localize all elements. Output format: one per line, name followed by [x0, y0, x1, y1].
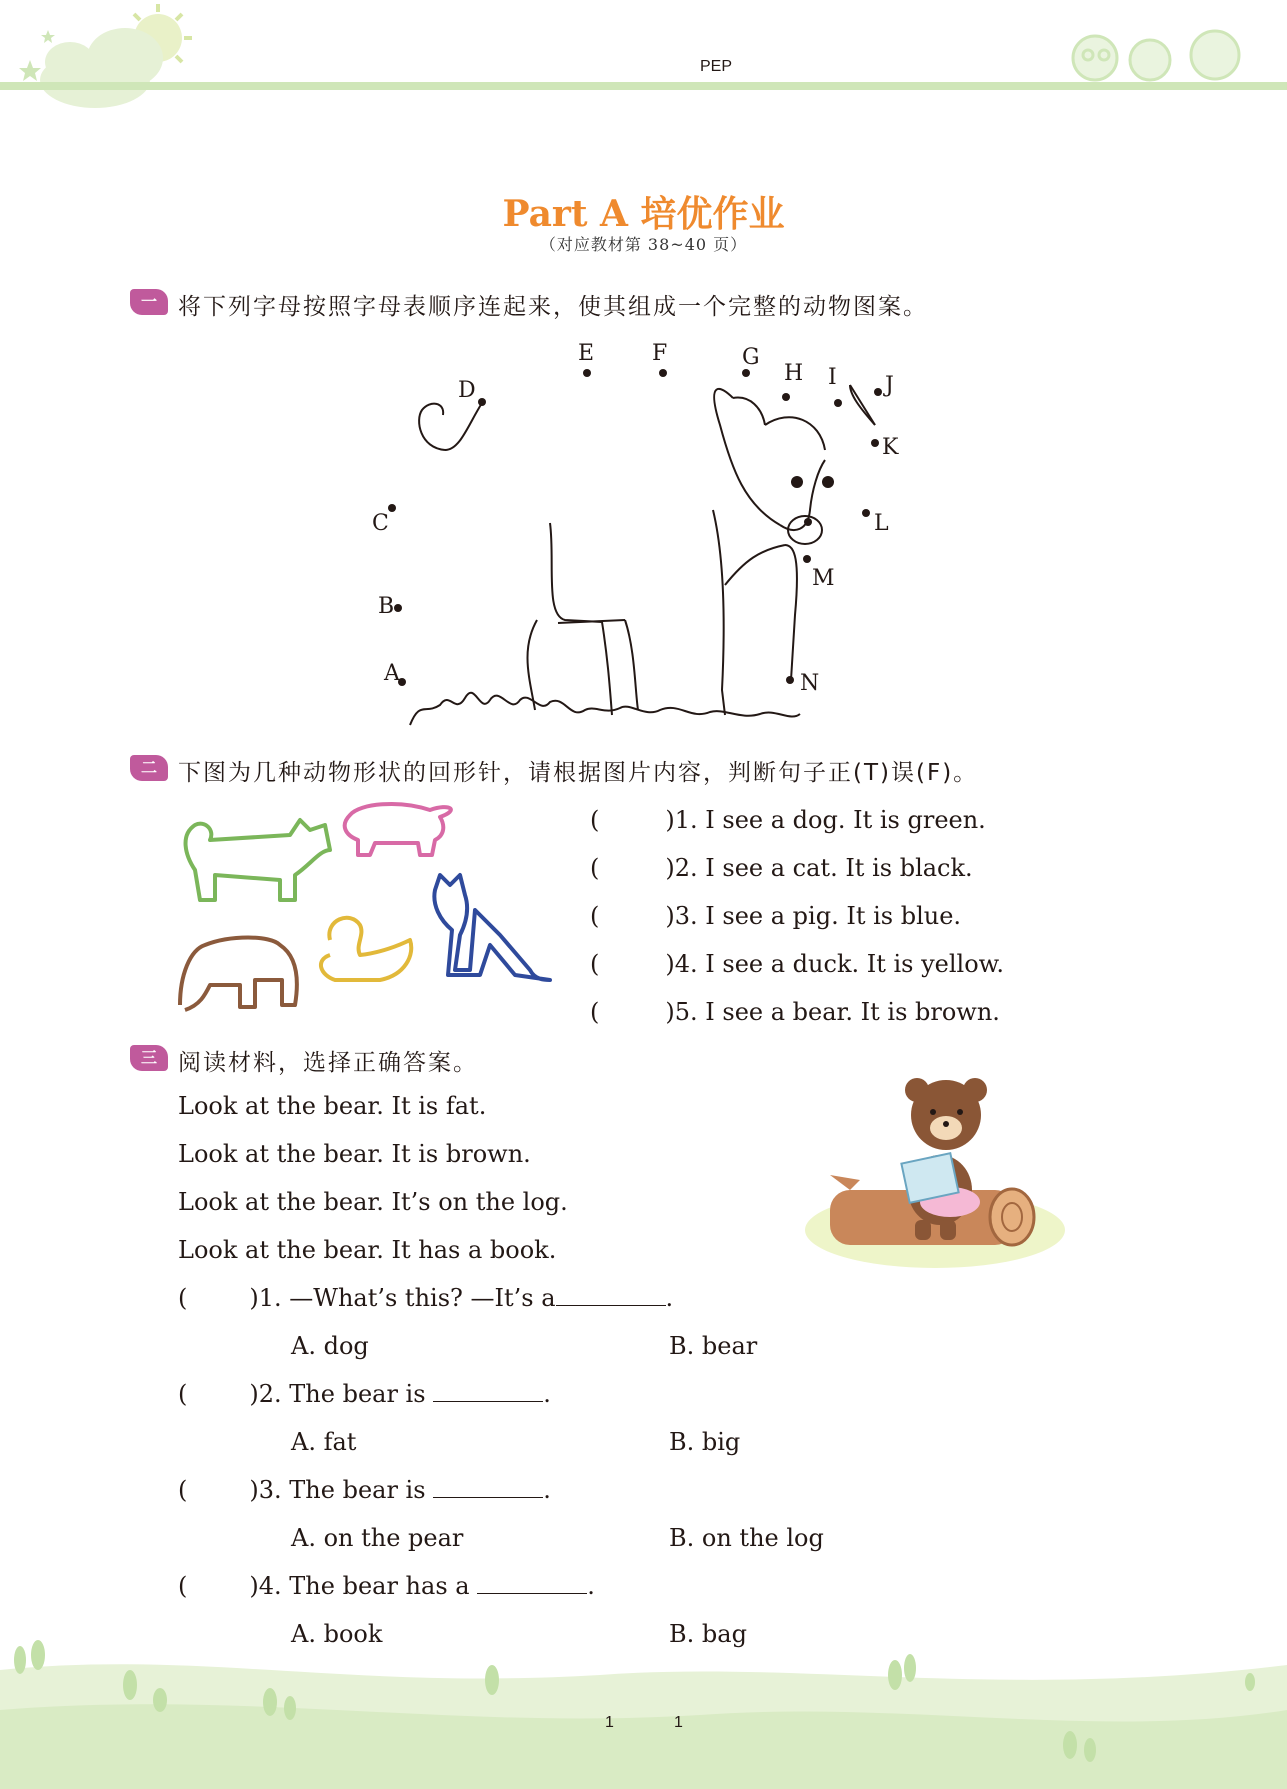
cloud-icon	[40, 28, 163, 108]
answer-bracket-open[interactable]: (	[590, 854, 600, 882]
dot-label-j: J	[885, 373, 894, 398]
passage-line: Look at the bear. It’s on the log.	[178, 1188, 568, 1216]
tf-row: ( )3. I see a pig. It is blue.	[590, 902, 962, 930]
option-a: A. dog	[291, 1332, 369, 1360]
section-3-instruction: 阅读材料，选择正确答案。	[178, 1050, 478, 1076]
cat-clip	[434, 875, 550, 980]
question-row: ( )4. The bear has a .	[178, 1572, 595, 1600]
dot-d	[478, 398, 486, 406]
passage-line: Look at the bear. It has a book.	[178, 1236, 557, 1264]
passage-line: Look at the bear. It is fat.	[178, 1092, 487, 1120]
section-3-badge: 三	[130, 1045, 168, 1071]
section-1-badge: 一	[130, 289, 168, 315]
header-decoration	[0, 0, 1287, 120]
dot-n	[786, 676, 794, 684]
dot-label-i: I	[828, 365, 837, 390]
dot-h	[782, 393, 790, 401]
paperclip-animals	[170, 795, 570, 1030]
dot-label-k: K	[882, 435, 899, 460]
dot-label-a: A	[384, 661, 400, 686]
dot-label-d: D	[458, 378, 476, 403]
tf-statement: 4. I see a duck. It is yellow.	[674, 950, 1004, 978]
tf-statement: 1. I see a dog. It is green.	[674, 806, 986, 834]
question-row: ( )1. —What’s this? —It’s a .	[178, 1284, 674, 1312]
tf-row: ( )4. I see a duck. It is yellow.	[590, 950, 1004, 978]
question-stem: 4. The bear has a	[258, 1572, 470, 1600]
answer-bracket-open[interactable]: (	[178, 1572, 188, 1600]
answer-blank[interactable]	[433, 1477, 543, 1498]
page-number-right: 1	[674, 1714, 683, 1731]
tf-statement: 3. I see a pig. It is blue.	[674, 902, 962, 930]
header-line	[0, 82, 1287, 90]
dog-clip	[186, 820, 330, 900]
option-a: A. fat	[291, 1428, 357, 1456]
dot-label-l: L	[874, 511, 889, 536]
answer-bracket-open[interactable]: (	[590, 902, 600, 930]
dot-to-dot-bear	[372, 330, 940, 740]
option-b: B. big	[669, 1428, 741, 1456]
answer-bracket-open[interactable]: (	[590, 806, 600, 834]
footer-landscape	[0, 1630, 1287, 1789]
question-row: ( )2. The bear is .	[178, 1380, 551, 1408]
tf-row: ( )2. I see a cat. It is black.	[590, 854, 973, 882]
elephant-clip	[180, 938, 297, 1011]
dot-l	[862, 509, 870, 517]
dot-label-f: F	[652, 341, 668, 366]
section-2-instruction: 下图为几种动物形状的回形针，请根据图片内容，判断句子正(T)误(F)。	[178, 760, 979, 786]
page-number-left: 1	[605, 1714, 614, 1731]
dot-b	[394, 604, 402, 612]
series-label: PEP	[700, 58, 733, 75]
question-stem: 2. The bear is	[258, 1380, 426, 1408]
pig-clip	[345, 804, 451, 855]
answer-blank[interactable]	[556, 1285, 666, 1306]
question-stem: 3. The bear is	[258, 1476, 426, 1504]
dot-e	[583, 369, 591, 377]
answer-bracket-open[interactable]: (	[178, 1380, 188, 1408]
dot-m	[803, 555, 811, 563]
option-b: B. on the log	[669, 1524, 824, 1552]
dot-label-h: H	[784, 361, 804, 386]
question-row: ( )3. The bear is .	[178, 1476, 551, 1504]
dot-label-b: B	[378, 594, 395, 619]
option-a: A. book	[291, 1620, 383, 1648]
dot-f	[659, 369, 667, 377]
option-a: A. on the pear	[291, 1524, 464, 1552]
answer-bracket-open[interactable]: (	[590, 998, 600, 1026]
dot-g	[742, 369, 750, 377]
dot-label-g: G	[742, 345, 760, 370]
dot-k	[871, 439, 879, 447]
dot-label-c: C	[372, 511, 389, 536]
answer-blank[interactable]	[433, 1381, 543, 1402]
option-b: B. bear	[669, 1332, 758, 1360]
tf-row: ( )1. I see a dog. It is green.	[590, 806, 986, 834]
dot-label-n: N	[800, 671, 820, 696]
answer-blank[interactable]	[477, 1573, 587, 1594]
bear-on-log-illustration	[800, 1080, 1070, 1270]
page-subtitle: （对应教材第 38~40 页）	[539, 235, 748, 254]
dot-c	[388, 504, 396, 512]
letter-dots	[388, 369, 882, 686]
section-1-instruction: 将下列字母按照字母表顺序连起来，使其组成一个完整的动物图案。	[178, 294, 928, 320]
duck-clip	[321, 918, 411, 980]
tf-statement: 2. I see a cat. It is black.	[674, 854, 973, 882]
section-2-badge: 二	[130, 755, 168, 781]
page-title: Part A 培优作业	[502, 193, 785, 235]
answer-bracket-open[interactable]: (	[590, 950, 600, 978]
answer-bracket-open[interactable]: (	[178, 1476, 188, 1504]
tf-statement: 5. I see a bear. It is brown.	[674, 998, 1000, 1026]
passage-line: Look at the bear. It is brown.	[178, 1140, 531, 1168]
dot-i	[834, 399, 842, 407]
question-stem: 1. —What’s this? —It’s a	[258, 1284, 556, 1312]
answer-bracket-open[interactable]: (	[178, 1284, 188, 1312]
tf-row: ( )5. I see a bear. It is brown.	[590, 998, 1000, 1026]
animal-heads-icon	[1073, 31, 1239, 80]
dot-label-e: E	[578, 341, 595, 366]
option-b: B. bag	[669, 1620, 747, 1648]
dot-j	[874, 388, 882, 396]
dot-label-m: M	[812, 566, 835, 591]
